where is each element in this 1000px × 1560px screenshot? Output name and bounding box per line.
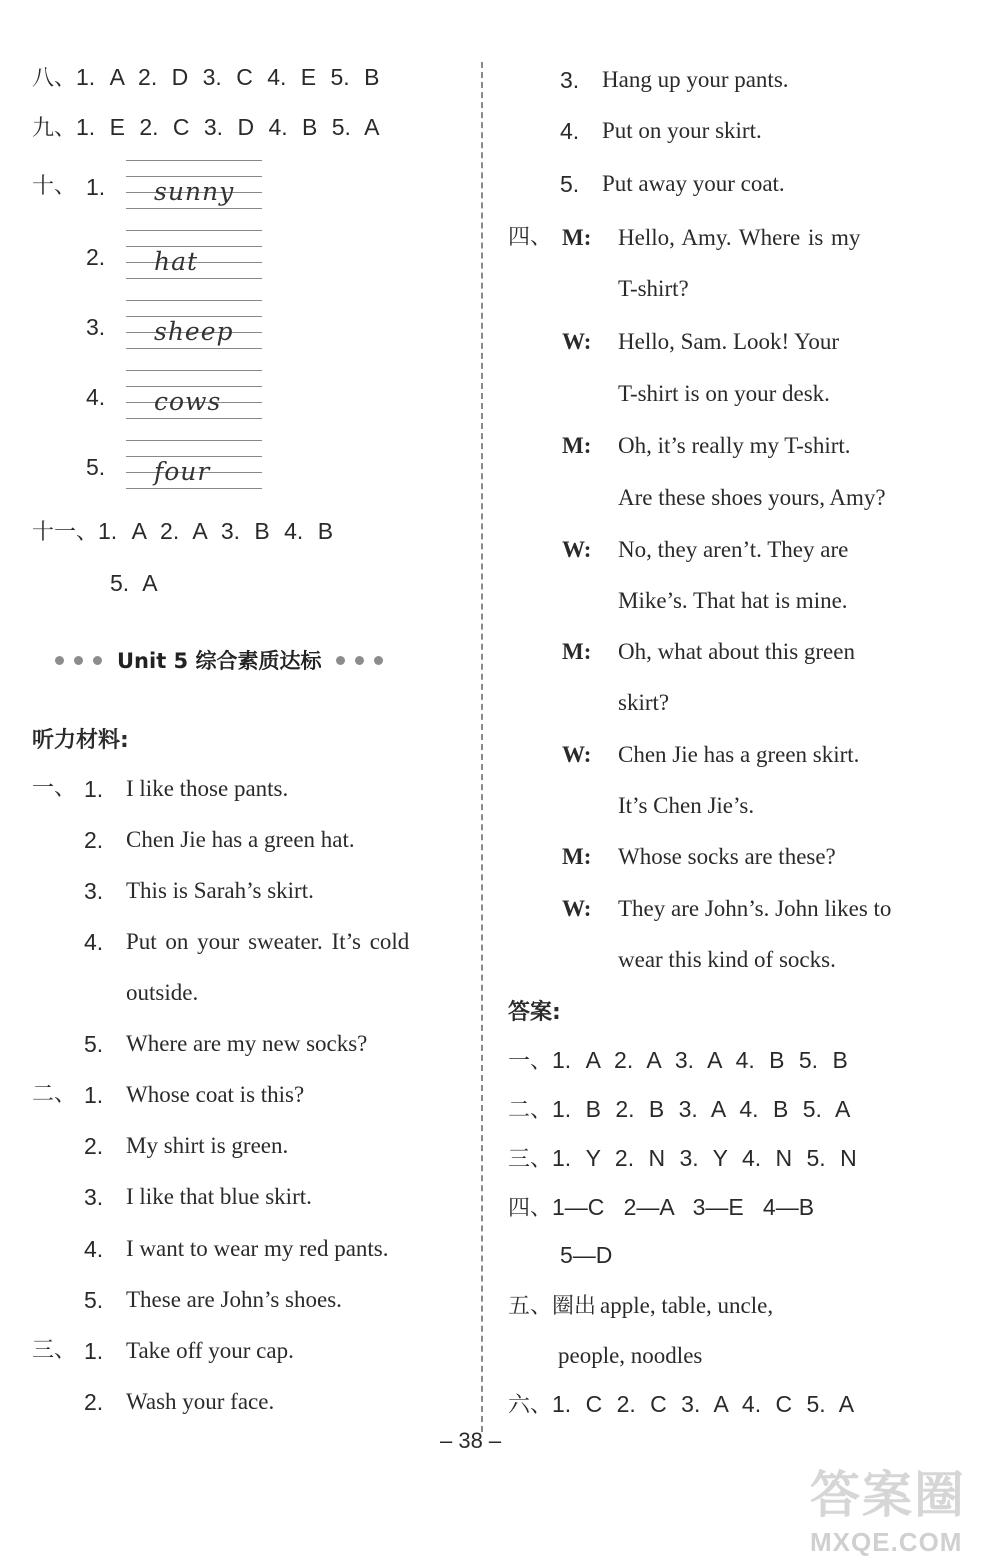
handwritten-word: sunny <box>154 177 235 206</box>
answer-row-11-cont: 5. A <box>110 570 158 596</box>
section-label: 一、 <box>508 1049 553 1074</box>
listening-sentence: Whose coat is this? <box>126 1082 305 1107</box>
answer-text: apple, table, uncle, <box>600 1293 774 1318</box>
item-number: 3. <box>84 1184 104 1210</box>
watermark-url: MXQE.COM <box>810 1527 963 1557</box>
answer-row <box>508 1389 854 1421</box>
answer-row <box>508 1291 773 1322</box>
answer-row-cont: people, noodles <box>558 1343 703 1368</box>
listening-sentence: Chen Jie has a green hat. <box>126 827 355 852</box>
decor-dot <box>55 656 64 665</box>
speaker-sep: : <box>583 537 592 562</box>
dialog-line-cont: T-shirt? <box>618 276 689 301</box>
speaker-w <box>562 327 591 357</box>
answer-text: 1. B 2. B 3. A 4. B 5. A <box>552 1096 851 1122</box>
section-label: 三、 <box>508 1147 553 1172</box>
item-number: 2. <box>84 1133 104 1159</box>
answer-row-11 <box>32 516 333 548</box>
speaker-letter: M <box>562 639 584 664</box>
speaker-letter: W <box>562 329 584 354</box>
listening-sentence: Put on your sweater. It’s cold <box>126 929 410 954</box>
item-number: 5. <box>86 454 106 480</box>
speaker-w <box>562 740 591 770</box>
decor-dot <box>93 656 102 665</box>
handwriting-lines <box>126 230 262 282</box>
decor-dot <box>336 656 345 665</box>
item-number: 3. <box>86 314 106 340</box>
dialog-line-cont: T-shirt is on your desk. <box>618 381 830 406</box>
watermark <box>810 1455 990 1555</box>
speaker-m <box>562 431 591 461</box>
item-number: 4. <box>84 1236 104 1262</box>
dialog-line: Oh, it’s really my T-shirt. <box>618 433 851 458</box>
listening-sentence: Where are my new socks? <box>126 1031 368 1056</box>
listening-sentence: Wash your face. <box>126 1389 275 1414</box>
handwriting-lines <box>126 300 262 352</box>
listening-sentence-cont: outside. <box>126 980 199 1005</box>
section-label-10: 十、 <box>32 174 77 199</box>
listening-sentence: Put on your skirt. <box>602 118 762 143</box>
dialog-line: They are John’s. John likes to <box>618 896 892 921</box>
dialog-line-cont: wear this kind of socks. <box>618 947 836 972</box>
speaker-letter: W <box>562 896 584 921</box>
handwritten-word: four <box>154 457 211 486</box>
watermark-logo: 答案圈 <box>810 1466 966 1524</box>
dialog-line-cont: skirt? <box>618 690 670 715</box>
section-label: 十一、 <box>32 520 99 545</box>
section-label: 六、 <box>508 1393 553 1418</box>
item-number: 5. <box>560 171 580 197</box>
item-number: 4. <box>86 384 106 410</box>
speaker-m <box>562 637 591 667</box>
handwritten-word: sheep <box>154 317 234 346</box>
listening-sentence: These are John’s shoes. <box>126 1287 342 1312</box>
answer-text: 1. E 2. C 3. D 4. B 5. A <box>76 114 380 140</box>
section-label: 九、 <box>32 116 77 141</box>
handwritten-word: cows <box>154 387 222 416</box>
item-number: 1. <box>86 174 106 200</box>
unit-title-row <box>50 643 388 677</box>
section-label: 二、 <box>508 1098 553 1123</box>
speaker-w <box>562 894 591 924</box>
speaker-sep: : <box>583 742 592 767</box>
listening-sentence: I want to wear my red pants. <box>126 1236 389 1261</box>
handwritten-word: hat <box>154 247 199 276</box>
section-label: 三、 <box>32 1338 77 1363</box>
listening-sentence: Put away your coat. <box>602 171 785 196</box>
dialog-line: Chen Jie has a green skirt. <box>618 742 860 767</box>
decor-dot <box>355 656 364 665</box>
item-number: 3. <box>560 67 580 93</box>
speaker-letter: M <box>562 225 584 250</box>
answer-text: 1. A 2. D 3. C 4. E 5. B <box>76 64 380 90</box>
dialog-line: Whose socks are these? <box>618 844 836 869</box>
speaker-letter: M <box>562 844 584 869</box>
answer-row <box>508 1143 857 1175</box>
item-number: 1. <box>84 776 104 802</box>
speaker-sep: : <box>583 896 592 921</box>
dialog-line: Hello, Sam. Look! Your <box>618 329 840 354</box>
dialog-line-cont: It’s Chen Jie’s. <box>618 793 755 818</box>
handwriting-lines <box>126 440 262 492</box>
answer-prefix: 圈出 <box>552 1294 597 1319</box>
section-label: 四、 <box>508 1196 553 1221</box>
answer-label: 答案: <box>508 1000 561 1025</box>
column-divider <box>481 62 483 1432</box>
answer-text: 1. Y 2. N 3. Y 4. N 5. N <box>552 1145 857 1171</box>
item-number: 3. <box>84 878 104 904</box>
item-number: 2. <box>84 827 104 853</box>
speaker-m <box>562 223 591 253</box>
answer-text: 1. A 2. A 3. A 4. B 5. B <box>552 1047 848 1073</box>
answer-text: 1. A 2. A 3. B 4. B <box>98 518 334 544</box>
dialog-line: Oh, what about this green <box>618 639 855 664</box>
item-number: 4. <box>560 118 580 144</box>
item-number: 1. <box>84 1082 104 1108</box>
listening-sentence: Hang up your pants. <box>602 67 789 92</box>
answer-row-8 <box>32 62 379 94</box>
section-label: 四、 <box>508 225 553 250</box>
section-label: 五、 <box>508 1294 553 1319</box>
listening-sentence: My shirt is green. <box>126 1133 289 1158</box>
answer-text: 1. C 2. C 3. A 4. C 5. A <box>552 1391 855 1417</box>
answer-row <box>508 1045 848 1077</box>
dialog-line: Hello, Amy. Where is my <box>618 225 861 250</box>
answer-text: 1—C 2—A 3—E 4—B <box>552 1194 815 1220</box>
item-number: 2. <box>86 244 106 270</box>
item-number: 4. <box>84 929 104 955</box>
listening-sentence: This is Sarah’s skirt. <box>126 878 314 903</box>
section-label: 一、 <box>32 776 77 801</box>
speaker-sep: : <box>583 225 592 250</box>
decor-dot <box>74 656 83 665</box>
speaker-letter: M <box>562 433 584 458</box>
dialog-line-cont: Are these shoes yours, Amy? <box>618 485 886 510</box>
section-label: 二、 <box>32 1082 77 1107</box>
listening-sentence: I like that blue skirt. <box>126 1184 312 1209</box>
speaker-letter: W <box>562 537 584 562</box>
speaker-sep: : <box>583 329 592 354</box>
speaker-m <box>562 842 591 872</box>
page-number: – 38 – <box>440 1428 502 1453</box>
speaker-letter: W <box>562 742 584 767</box>
dialog-line-cont: Mike’s. That hat is mine. <box>618 588 848 613</box>
item-number: 5. <box>84 1031 104 1057</box>
listening-label: 听力材料: <box>32 728 129 753</box>
answer-row-cont: 5—D <box>560 1242 613 1268</box>
item-number: 1. <box>84 1338 104 1364</box>
answer-row <box>508 1094 850 1126</box>
listening-sentence: Take off your cap. <box>126 1338 294 1363</box>
handwriting-lines <box>126 160 262 212</box>
handwriting-lines <box>126 370 262 422</box>
speaker-sep: : <box>583 844 592 869</box>
item-number: 2. <box>84 1389 104 1415</box>
item-number: 5. <box>84 1287 104 1313</box>
unit-title: Unit 5 综合素质达标 <box>117 649 322 673</box>
answer-row <box>508 1192 814 1224</box>
listening-sentence: I like those pants. <box>126 776 289 801</box>
speaker-sep: : <box>583 639 592 664</box>
decor-dot <box>374 656 383 665</box>
section-label: 八、 <box>32 66 77 91</box>
speaker-w <box>562 535 591 565</box>
answer-row-9 <box>32 112 379 144</box>
speaker-sep: : <box>583 433 592 458</box>
dialog-line: No, they aren’t. They are <box>618 537 849 562</box>
